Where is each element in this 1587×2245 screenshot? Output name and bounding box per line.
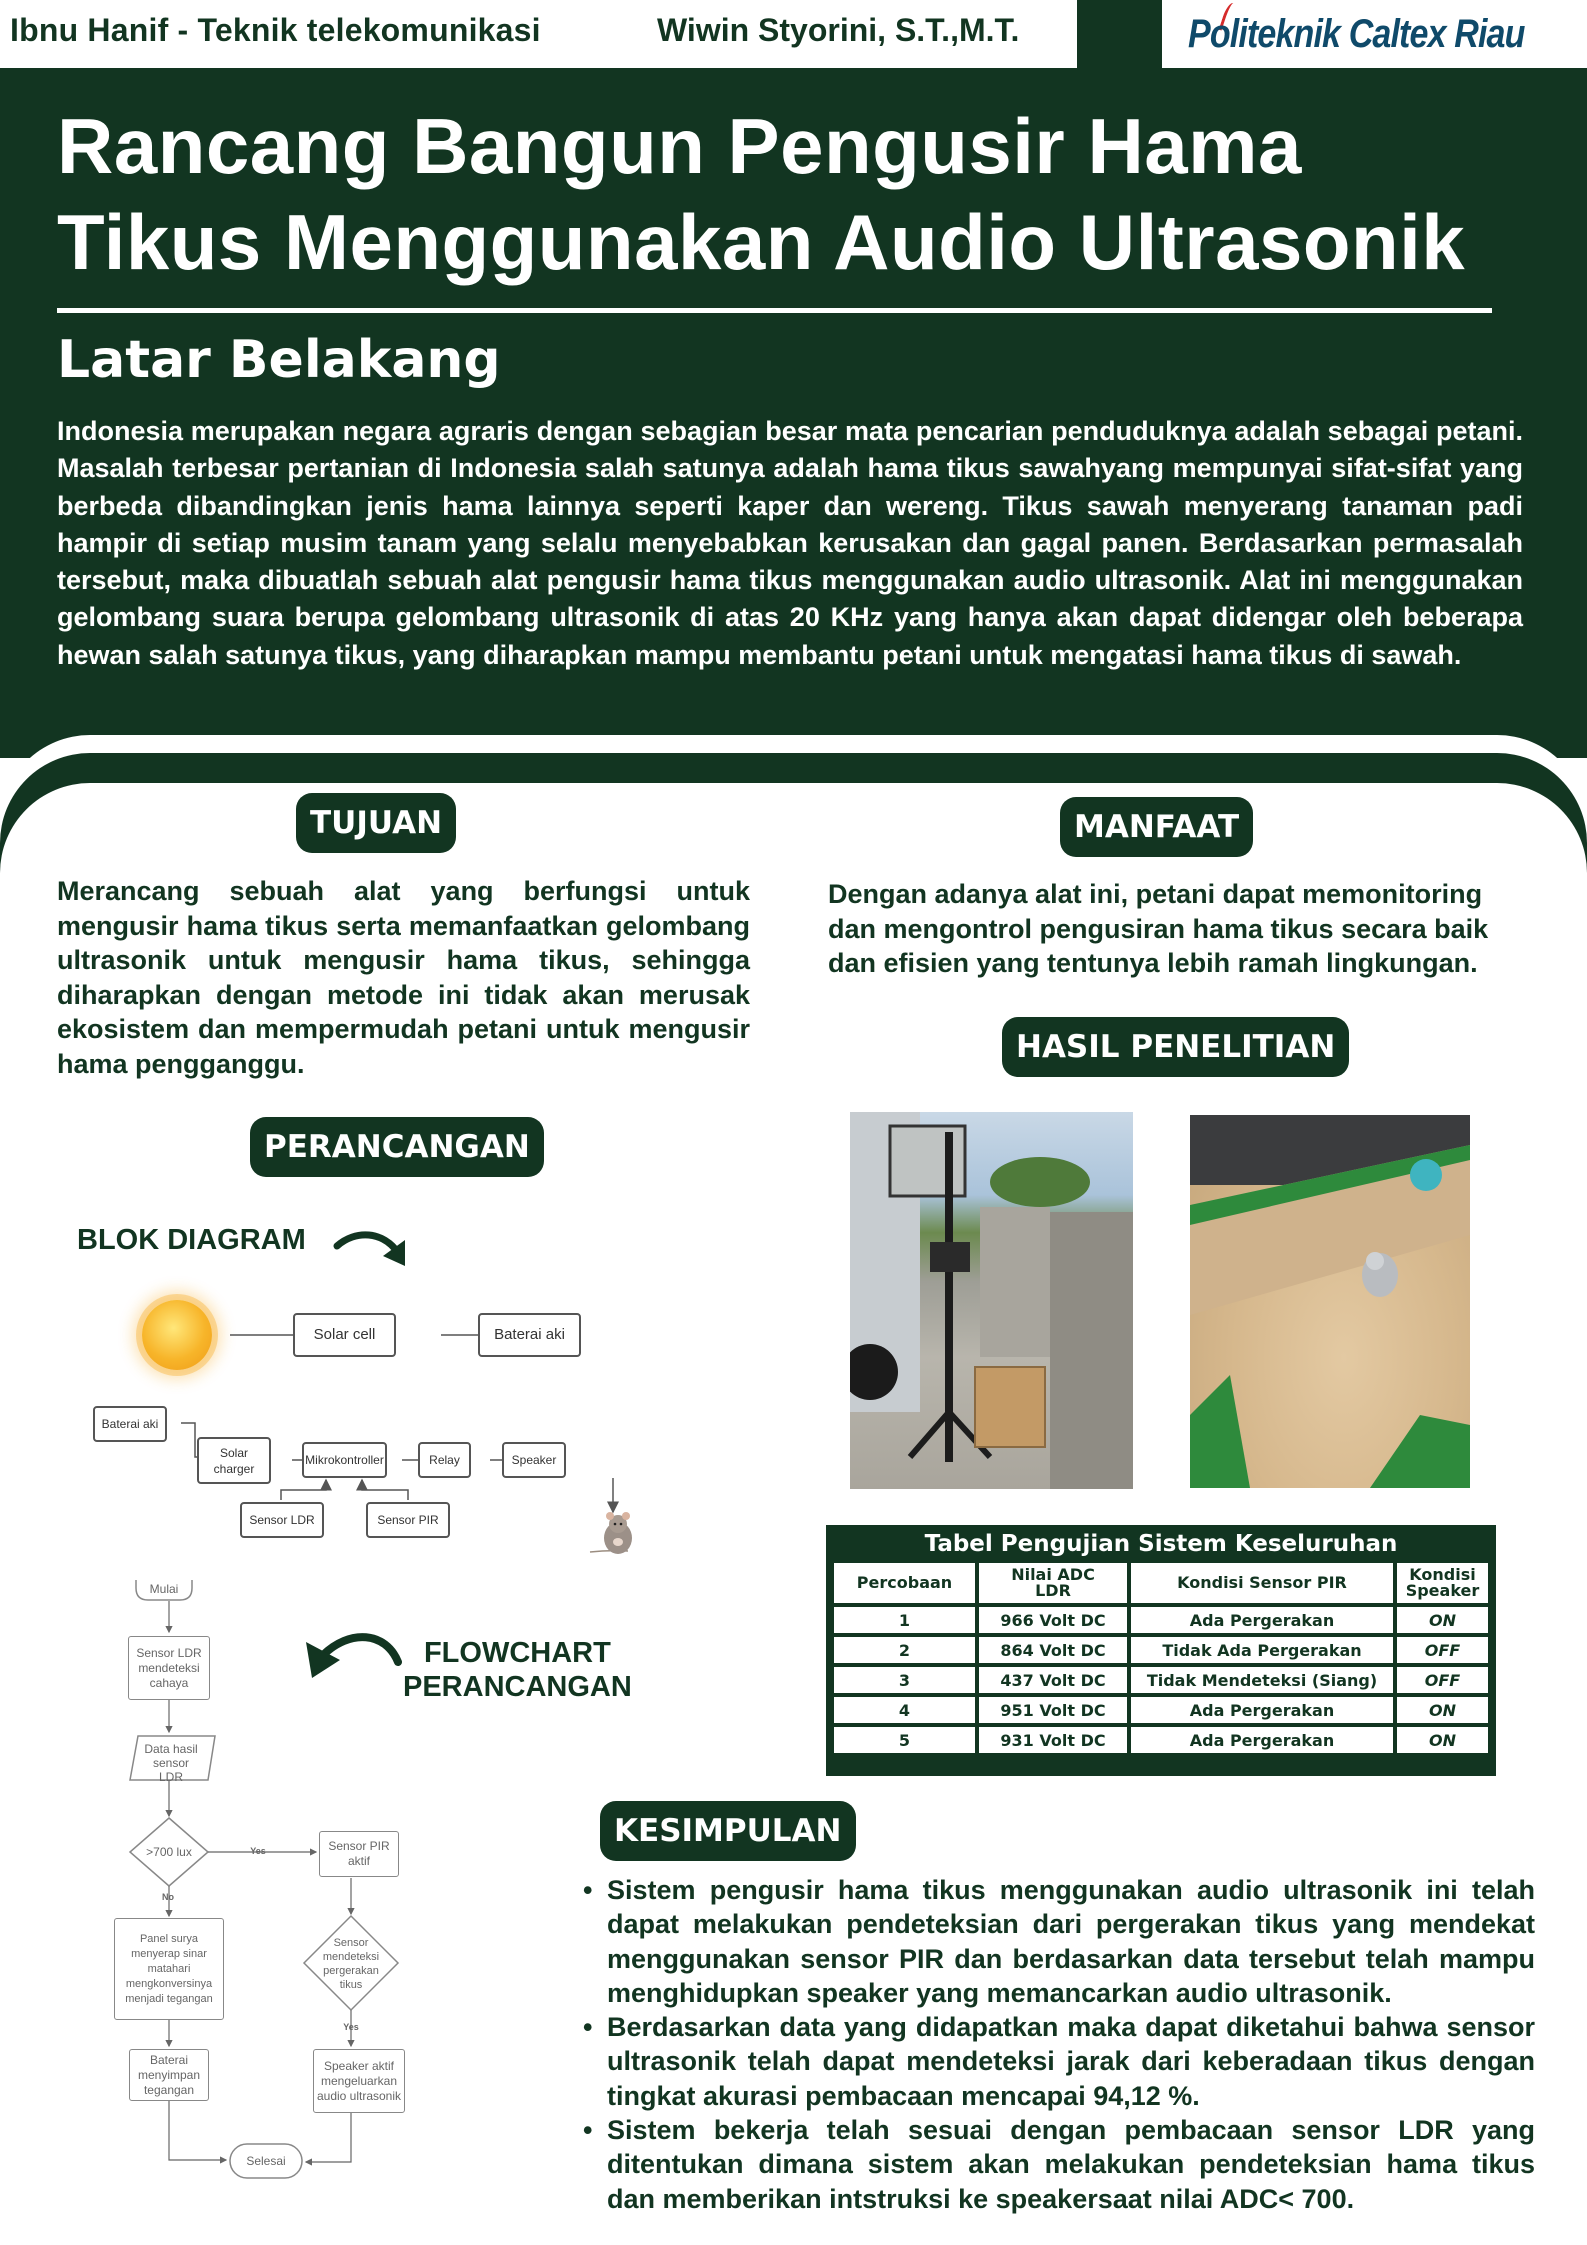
header-percobaan: Percobaan xyxy=(834,1563,975,1603)
table-row xyxy=(834,1697,1488,1723)
speaker-block: Speaker xyxy=(502,1442,566,1478)
title-line-1: Rancang Bangun Pengusir Hama xyxy=(57,102,1302,190)
cell-nilai-adc: 864 Volt DC xyxy=(979,1637,1127,1663)
header-section xyxy=(0,68,1587,758)
flow-no-label: No xyxy=(162,1892,174,1902)
table-title: Tabel Pengujian Sistem Keseluruhan xyxy=(924,1531,1398,1557)
solar-cell-block: Solar cell xyxy=(293,1313,396,1357)
relay-block: Relay xyxy=(418,1442,471,1478)
manfaat-heading: MANFAAT xyxy=(1060,797,1253,857)
cell-sensor-pir: Tidak Mendeteksi (Siang) xyxy=(1131,1667,1393,1693)
table-row xyxy=(834,1637,1488,1663)
bullet-icon: • xyxy=(583,2115,593,2146)
advisor-name: Wiwin Styorini, S.T.,M.T. xyxy=(657,12,1020,48)
cell-sensor-pir: Ada Pergerakan xyxy=(1131,1607,1393,1633)
device-photo xyxy=(850,1112,1133,1489)
cell-nilai-adc: 966 Volt DC xyxy=(979,1607,1127,1633)
institution-logo xyxy=(1162,0,1587,68)
table-row xyxy=(834,1727,1488,1753)
table-header-row xyxy=(834,1563,1488,1603)
perancangan-heading: PERANCANGAN xyxy=(250,1117,544,1177)
flow-pir-active: Sensor PIR aktif xyxy=(319,1831,399,1877)
cell-percobaan: 2 xyxy=(834,1637,975,1663)
sensor-ldr-block: Sensor LDR xyxy=(240,1502,324,1538)
header-speaker: Kondisi Speaker xyxy=(1397,1563,1488,1603)
battery-left-block: Baterai aki xyxy=(93,1406,167,1442)
cell-percobaan: 3 xyxy=(834,1667,975,1693)
curved-arrow-right-icon xyxy=(333,1226,413,1270)
conclusion-text: Sistem bekerja telah sesuai dengan pembacaan sensor LDR yang ditentukan dimana sistem akan melakukan pendeteksian hama tikus dan memberikan intstruksi ke speakersaat nilai ADC< 700. xyxy=(607,2115,1535,2214)
flow-ldr-detect: Sensor LDR mendeteksi cahaya xyxy=(128,1636,210,1700)
cell-speaker: ON xyxy=(1397,1697,1488,1723)
title-line-2: Tikus Menggunakan Audio Ultrasonik xyxy=(57,198,1466,286)
conclusion-item xyxy=(583,1873,1535,2010)
hamster-test-illustration xyxy=(1190,1115,1470,1488)
cell-percobaan: 5 xyxy=(834,1727,975,1753)
cell-nilai-adc: 951 Volt DC xyxy=(979,1697,1127,1723)
flowchart-label-line-1: FLOWCHART xyxy=(423,1637,611,1669)
background-text: Indonesia merupakan negara agraris dengan sebagian besar mata pencarian penduduknya adalah sebagai petani. Masalah terbesar pertanian di Indonesia salah satunya adalah hama tikus sawahyang mempunyai sifat-sifat yang berbeda dibandingkan jenis hama lainnya seperti kaper dan wereng. Tikus sawah menyerang tanaman padi hampir di setiap musim tanam yang selalu menyebabkan kerusakan dan gagal panen. Berdasarkan permasalah tersebut, maka dibuatlah sebuah alat pengusir hama tikus menggunakan audio ultrasonik. Alat ini menggunakan gelombang suara berupa gelombang ultrasonik di atas 20 KHz yang hanya akan dapat didengar oleh beberapa hewan salah satunya tikus, yang diharapkan mampu membantu petani untuk mengatasi hama tikus di sawah. xyxy=(57,416,1523,670)
flow-ldr-data: Data hasil sensor LDR xyxy=(144,1742,198,1784)
cell-nilai-adc: 437 Volt DC xyxy=(979,1667,1127,1693)
microcontroller-block: Mikrokontroller xyxy=(302,1442,387,1478)
background-heading: Latar Belakang xyxy=(57,330,501,390)
hasil-heading: HASIL PENELITIAN xyxy=(1002,1017,1349,1077)
flow-end: Selesai xyxy=(246,2154,286,2168)
conclusion-item xyxy=(583,2010,1535,2113)
cell-sensor-pir: Ada Pergerakan xyxy=(1131,1727,1393,1753)
mouse-icon xyxy=(588,1504,638,1556)
cell-speaker: OFF xyxy=(1397,1637,1488,1663)
cell-nilai-adc: 931 Volt DC xyxy=(979,1727,1127,1753)
sensor-pir-block: Sensor PIR xyxy=(366,1502,450,1538)
conclusion-item xyxy=(583,2113,1535,2216)
device-photo-illustration xyxy=(850,1112,1133,1489)
battery-top-block: Baterai aki xyxy=(478,1313,581,1357)
cell-sensor-pir: Tidak Ada Pergerakan xyxy=(1131,1637,1393,1663)
cell-speaker: ON xyxy=(1397,1607,1488,1633)
flow-solar-panel: Panel surya menyerap sinar matahari mengkonversinya menjadi tegangan xyxy=(114,1918,224,2020)
top-bar xyxy=(0,0,1587,68)
header-sensor-pir: Kondisi Sensor PIR xyxy=(1131,1563,1393,1603)
cell-speaker: ON xyxy=(1397,1727,1488,1753)
bullet-icon: • xyxy=(583,2012,593,2043)
flowchart-diagram xyxy=(100,1580,450,2210)
author-strip xyxy=(0,0,1077,68)
block-diagram xyxy=(80,1280,680,1580)
table-row xyxy=(834,1607,1488,1633)
bullet-icon: • xyxy=(583,1875,593,1905)
results-table xyxy=(830,1559,1492,1757)
conclusion-list xyxy=(583,1873,1535,2216)
flow-decision-lux: >700 lux xyxy=(146,1845,192,1859)
tujuan-text: Merancang sebuah alat yang berfungsi untuk mengusir hama tikus serta memanfaatkan gelombang ultrasonik untuk mengusir hama tikus, sehingga diharapkan dengan metode ini tidak akan merusak ekosistem dan mempermudah petani untuk mengusir hama pengganggu. xyxy=(57,876,750,1079)
hamster-test-photo xyxy=(1190,1115,1470,1488)
cell-percobaan: 4 xyxy=(834,1697,975,1723)
cell-speaker: OFF xyxy=(1397,1667,1488,1693)
author-name: Ibnu Hanif - Teknik telekomunikasi xyxy=(10,12,541,48)
kesimpulan-heading: KESIMPULAN xyxy=(600,1801,856,1861)
solar-charger-block: Solar charger xyxy=(197,1437,271,1484)
title-divider xyxy=(57,308,1492,313)
flow-yes-label-2: Yes xyxy=(343,2022,359,2032)
header-nilai-adc: Nilai ADC LDR xyxy=(979,1563,1127,1603)
flow-start: Mulai xyxy=(149,1582,179,1596)
poster-title xyxy=(57,98,1557,290)
manfaat-text: Dengan adanya alat ini, petani dapat memonitoring dan mengontrol pengusiran hama tikus secara baik dan efisien yang tentunya lebih ramah lingkungan. xyxy=(828,879,1489,978)
cell-sensor-pir: Ada Pergerakan xyxy=(1131,1697,1393,1723)
flowchart-label-line-2: PERANCANGAN xyxy=(403,1671,632,1703)
flow-battery: Baterai menyimpan tegangan xyxy=(129,2049,209,2101)
block-diagram-label: BLOK DIAGRAM xyxy=(77,1224,306,1256)
cell-percobaan: 1 xyxy=(834,1607,975,1633)
flow-yes-label-1: Yes xyxy=(250,1846,266,1856)
tujuan-heading: TUJUAN xyxy=(296,793,456,853)
test-results-table xyxy=(826,1525,1496,1776)
flow-decision-motion: Sensor mendeteksi pergerakan tikus xyxy=(322,1937,380,1991)
table-row xyxy=(834,1667,1488,1693)
flow-speaker-active: Speaker aktif mengeluarkan audio ultrasonik xyxy=(313,2049,405,2113)
logo-text: Politeknik Caltex Riau xyxy=(1188,12,1525,56)
conclusion-text: Berdasarkan data yang didapatkan maka dapat diketahui bahwa sensor ultrasonik telah dapat mendeteksi jarak dari keberadaan tikus dengan tingkat akurasi pembacaan mencapai 94,12 %. xyxy=(607,2012,1535,2111)
conclusion-text: Sistem pengusir hama tikus menggunakan audio ultrasonik ini telah dapat melakukan pendeteksian dari pergerakan tikus yang mendekat menggunakan sensor PIR dan berdasarkan data tersebut telah mampu menghidupkan speaker yang memancarkan audio ultrasonik. xyxy=(607,1875,1535,2008)
